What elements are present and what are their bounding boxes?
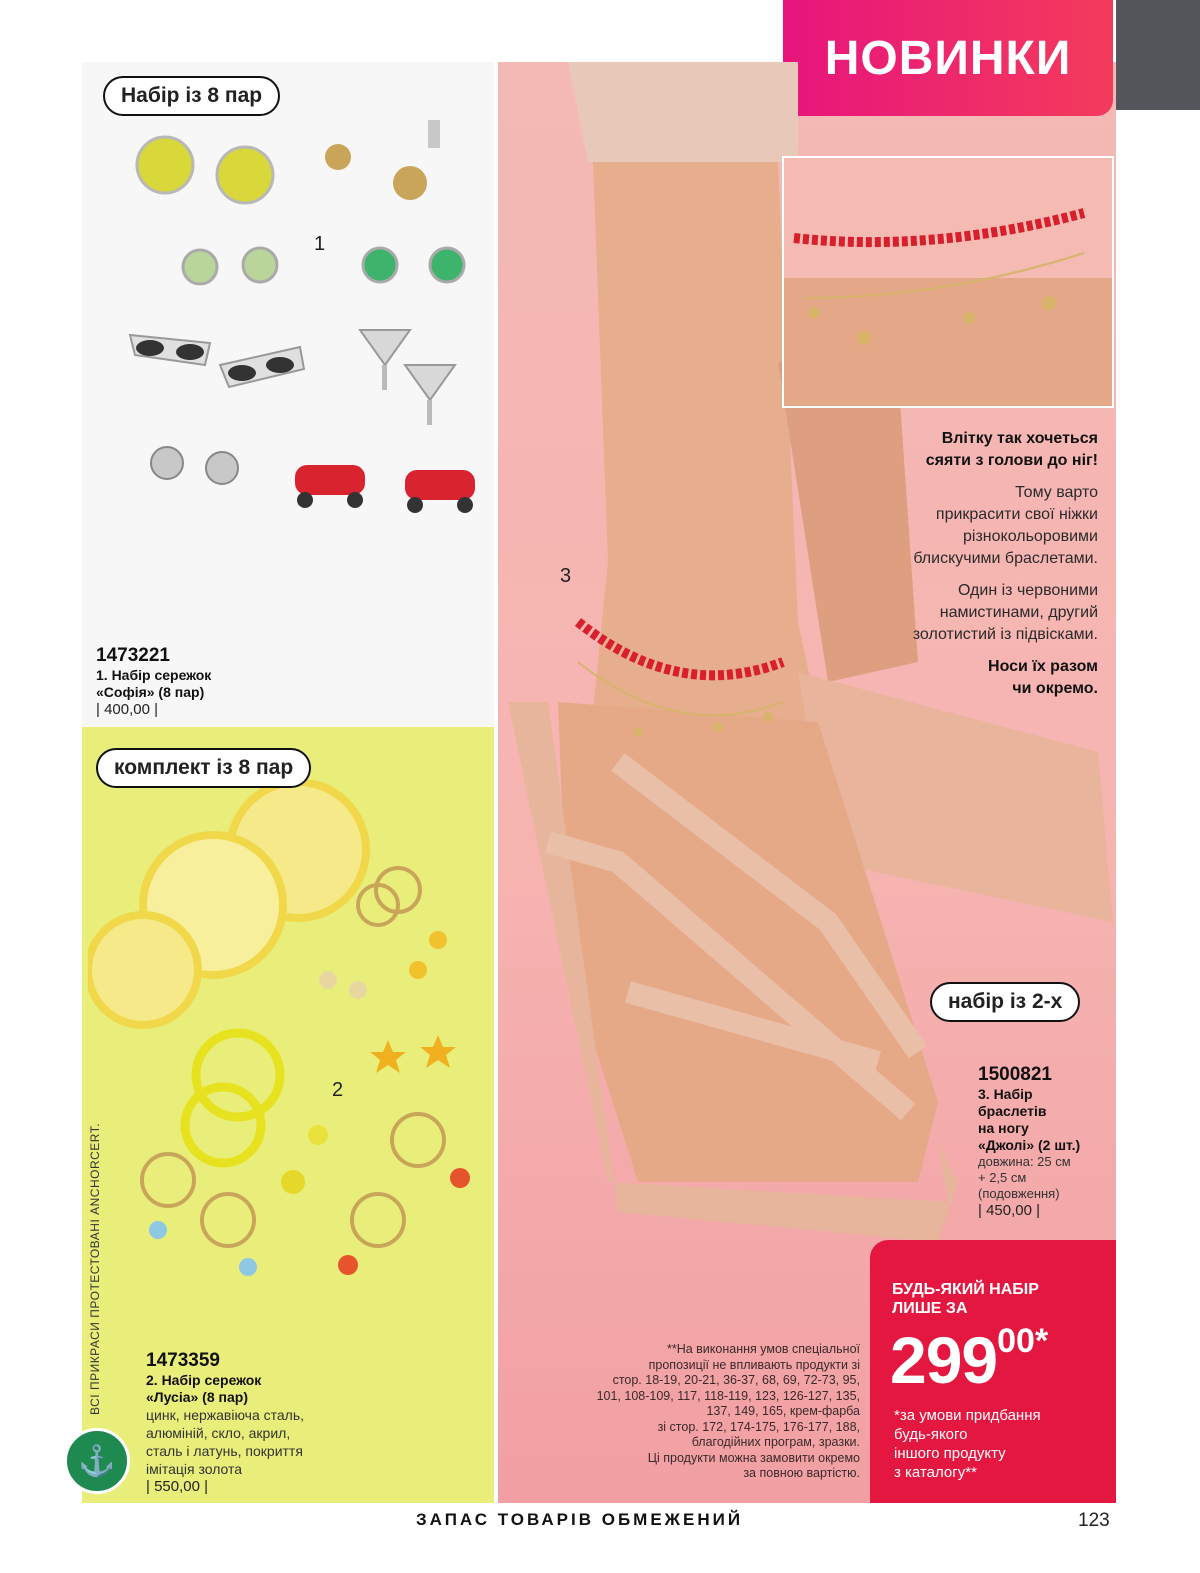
promo-box[interactable] (870, 1240, 1116, 1503)
promo-title (892, 1280, 1039, 1318)
product-code: 1473221 (96, 645, 170, 666)
materials-line: алюміній, скло, акрил, (146, 1425, 291, 1441)
detail-line: + 2,5 см (978, 1170, 1027, 1185)
product-price: | 400,00 | (96, 701, 159, 718)
detail-line: довжина: 25 см (978, 1154, 1071, 1169)
terms-line: благодійних програм, зразки. (691, 1435, 860, 1449)
product-name-line1: 2. Набір сережок (146, 1372, 262, 1388)
text-line: різнокольоровими (963, 528, 1098, 545)
product-description (846, 428, 1098, 700)
promo-terms (560, 1342, 860, 1482)
description-paragraph (846, 580, 1098, 646)
text-line: Один із червоними (957, 582, 1098, 599)
product2-info (146, 1350, 386, 1495)
set-of-2-pill: набір із 2-х (930, 982, 1080, 1022)
materials-line: сталь і латунь, покриття (146, 1443, 303, 1459)
certification-note: ВСІ ПРИКРАСИ ПРОТЕСТОВАНІ ANCHORCERT. (88, 1122, 102, 1415)
promo-note-line: з каталогу** (894, 1464, 977, 1481)
lead-line: сяяти з голови до ніг! (925, 452, 1098, 469)
page-number: 123 (1078, 1510, 1110, 1531)
materials-line: імітація золота (146, 1461, 243, 1477)
terms-line: Ці продукти можна замовити окремо (647, 1450, 860, 1465)
product1-info (96, 645, 296, 718)
product-name-line: браслетів (978, 1103, 1047, 1119)
text-line: блискучими браслетами. (913, 550, 1098, 567)
earrings-lusia-image[interactable] (88, 780, 488, 1310)
product-name-line: на ногу (978, 1120, 1029, 1136)
earrings-sofia-image[interactable] (110, 120, 490, 540)
promo-note-line: будь-якого (894, 1426, 968, 1443)
promo-title-line: БУДЬ-ЯКИЙ НАБІР (892, 1281, 1039, 1298)
product-name-line: «Джолі» (2 шт.) (978, 1137, 1081, 1153)
promo-asterisk: * (1034, 1322, 1049, 1360)
promo-price-main: 299 (890, 1323, 998, 1397)
anklet-detail-inset[interactable] (782, 156, 1114, 408)
product-name-line1: 1. Набір сережок (96, 667, 212, 683)
product-name-line2: «Лусіа» (8 пар) (146, 1389, 248, 1405)
product-name-line: 3. Набір (978, 1086, 1033, 1102)
terms-line: пропозиції не впливають продукти зі (648, 1357, 860, 1372)
text-line: намистинами, другий (939, 604, 1098, 621)
set-8-pairs-pill: комплект із 8 пар (96, 748, 311, 788)
description-paragraph (846, 482, 1098, 570)
detail-line: (подовження) (978, 1186, 1060, 1201)
terms-line: за повною вартістю. (743, 1466, 860, 1480)
product-name-line2: «Софія» (8 пар) (96, 684, 205, 700)
item-number-2: 2 (332, 1079, 344, 1101)
promo-price-cents: 00 (997, 1322, 1035, 1360)
product-code: 1500821 (978, 1064, 1052, 1085)
closing-text (846, 656, 1098, 700)
text-line: Носи їх разом (988, 658, 1098, 675)
text-line: Тому варто (1015, 484, 1098, 501)
terms-line: стор. 18-19, 20-21, 36-37, 68, 69, 72-73, 95, (612, 1373, 860, 1387)
new-badge: НОВИНКИ (783, 0, 1113, 116)
anklet-detail-image (784, 158, 1114, 408)
item-number-1: 1 (314, 233, 326, 255)
product-code: 1473359 (146, 1350, 220, 1371)
lead-line: Влітку так хочеться (941, 430, 1098, 447)
product3-info (978, 1064, 1113, 1219)
promo-note-line: іншого продукту (894, 1445, 1006, 1462)
limited-stock-footer: ЗАПАС ТОВАРІВ ОБМЕЖЕНИЙ (416, 1510, 744, 1529)
promo-note-line: *за умови придбання (894, 1407, 1041, 1424)
terms-line: зі стор. 172, 174-175, 176-177, 188, (657, 1419, 860, 1434)
lead-text (846, 428, 1098, 472)
product-price: | 550,00 | (146, 1478, 209, 1495)
item-number-3: 3 (560, 565, 572, 587)
text-line: золотистий із підвісками. (912, 626, 1098, 643)
promo-price (890, 1322, 1048, 1398)
corner-tab (1116, 0, 1200, 110)
materials-line: цинк, нержавіюча сталь, (146, 1407, 305, 1423)
promo-note (894, 1406, 1041, 1482)
terms-line: 137, 149, 165, крем-фарба (706, 1404, 860, 1418)
pack-8-pairs-pill: Набір із 8 пар (103, 76, 280, 116)
text-line: чи окремо. (1012, 680, 1098, 697)
promo-title-line: ЛИШЕ ЗА (892, 1300, 968, 1317)
product-price: | 450,00 | (978, 1202, 1041, 1219)
terms-line: **На виконання умов спеціальної (666, 1342, 860, 1356)
terms-line: 101, 108-109, 117, 118-119, 123, 126-127, 135, (596, 1388, 860, 1403)
text-line: прикрасити свої ніжки (935, 506, 1098, 523)
anchor-icon: ⚓ (64, 1428, 130, 1494)
